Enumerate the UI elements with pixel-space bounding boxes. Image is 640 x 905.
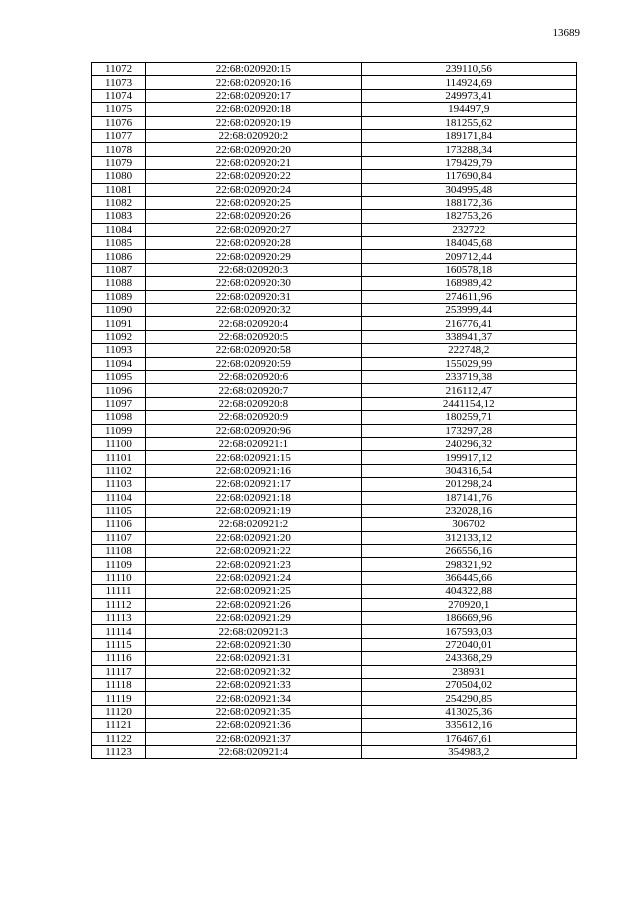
table-row (92, 625, 577, 638)
row-number-cell: 11090 (92, 304, 146, 317)
row-number-cell: 11073 (92, 76, 146, 89)
row-number-cell: 11110 (92, 571, 146, 584)
value-cell: 232028,16 (361, 504, 576, 517)
table-row (92, 719, 577, 732)
table-row (92, 558, 577, 571)
row-number-cell: 11101 (92, 451, 146, 464)
cadastral-number-cell: 22:68:020921:32 (146, 665, 361, 678)
cadastral-number-cell: 22:68:020920:19 (146, 116, 361, 129)
value-cell: 181255,62 (361, 116, 576, 129)
table-row (92, 424, 577, 437)
value-cell: 306702 (361, 518, 576, 531)
cadastral-number-cell: 22:68:020921:22 (146, 545, 361, 558)
cadastral-number-cell: 22:68:020921:34 (146, 692, 361, 705)
table-row (92, 290, 577, 303)
table-row (92, 678, 577, 691)
row-number-cell: 11098 (92, 411, 146, 424)
row-number-cell: 11114 (92, 625, 146, 638)
table-row (92, 183, 577, 196)
cadastral-number-cell: 22:68:020921:36 (146, 719, 361, 732)
cadastral-number-cell: 22:68:020920:17 (146, 89, 361, 102)
table-row (92, 518, 577, 531)
table-row (92, 531, 577, 544)
cadastral-number-cell: 22:68:020920:18 (146, 103, 361, 116)
table-row (92, 638, 577, 651)
value-cell: 173288,34 (361, 143, 576, 156)
value-cell: 179429,79 (361, 156, 576, 169)
value-cell: 304995,48 (361, 183, 576, 196)
table-row (92, 732, 577, 745)
table-row (92, 652, 577, 665)
value-cell: 272040,01 (361, 638, 576, 651)
row-number-cell: 11094 (92, 357, 146, 370)
row-number-cell: 11111 (92, 585, 146, 598)
value-cell: 2441154,12 (361, 397, 576, 410)
value-cell: 167593,03 (361, 625, 576, 638)
row-number-cell: 11122 (92, 732, 146, 745)
row-number-cell: 11104 (92, 491, 146, 504)
value-cell: 194497,9 (361, 103, 576, 116)
table-row (92, 598, 577, 611)
cadastral-number-cell: 22:68:020921:25 (146, 585, 361, 598)
cadastral-number-cell: 22:68:020920:58 (146, 344, 361, 357)
row-number-cell: 11113 (92, 612, 146, 625)
cadastral-number-cell: 22:68:020920:3 (146, 263, 361, 276)
table-row (92, 464, 577, 477)
value-cell: 222748,2 (361, 344, 576, 357)
cadastral-number-cell: 22:68:020921:16 (146, 464, 361, 477)
value-cell: 173297,28 (361, 424, 576, 437)
value-cell: 160578,18 (361, 263, 576, 276)
cadastral-number-cell: 22:68:020921:1 (146, 437, 361, 450)
value-cell: 312133,12 (361, 531, 576, 544)
table-row (92, 103, 577, 116)
table-row (92, 223, 577, 236)
value-cell: 188172,36 (361, 196, 576, 209)
cadastral-number-cell: 22:68:020921:3 (146, 625, 361, 638)
row-number-cell: 11120 (92, 705, 146, 718)
cadastral-number-cell: 22:68:020920:25 (146, 196, 361, 209)
table-row (92, 478, 577, 491)
table-row (92, 451, 577, 464)
table-row (92, 437, 577, 450)
table-row (92, 263, 577, 276)
row-number-cell: 11082 (92, 196, 146, 209)
value-cell: 254290,85 (361, 692, 576, 705)
table-row (92, 196, 577, 209)
row-number-cell: 11085 (92, 237, 146, 250)
value-cell: 240296,32 (361, 437, 576, 450)
table-row (92, 116, 577, 129)
table-row (92, 705, 577, 718)
row-number-cell: 11112 (92, 598, 146, 611)
value-cell: 155029,99 (361, 357, 576, 370)
cadastral-number-cell: 22:68:020920:24 (146, 183, 361, 196)
table-row (92, 170, 577, 183)
table-row (92, 317, 577, 330)
value-cell: 404322,88 (361, 585, 576, 598)
cadastral-number-cell: 22:68:020920:32 (146, 304, 361, 317)
cadastral-number-cell: 22:68:020921:33 (146, 678, 361, 691)
cadastral-number-cell: 22:68:020921:30 (146, 638, 361, 651)
value-cell: 366445,66 (361, 571, 576, 584)
value-cell: 117690,84 (361, 170, 576, 183)
cadastral-number-cell: 22:68:020920:29 (146, 250, 361, 263)
cadastral-number-cell: 22:68:020921:20 (146, 531, 361, 544)
value-cell: 270920,1 (361, 598, 576, 611)
value-cell: 180259,71 (361, 411, 576, 424)
row-number-cell: 11097 (92, 397, 146, 410)
row-number-cell: 11076 (92, 116, 146, 129)
cadastral-number-cell: 22:68:020921:18 (146, 491, 361, 504)
value-cell: 239110,56 (361, 63, 576, 76)
table-row (92, 692, 577, 705)
cadastral-number-cell: 22:68:020921:17 (146, 478, 361, 491)
value-cell: 187141,76 (361, 491, 576, 504)
row-number-cell: 11118 (92, 678, 146, 691)
row-number-cell: 11084 (92, 223, 146, 236)
cadastral-number-cell: 22:68:020920:6 (146, 370, 361, 383)
table-row (92, 397, 577, 410)
cadastral-number-cell: 22:68:020921:19 (146, 504, 361, 517)
row-number-cell: 11092 (92, 330, 146, 343)
value-cell: 199917,12 (361, 451, 576, 464)
table-row (92, 384, 577, 397)
cadastral-number-cell: 22:68:020920:59 (146, 357, 361, 370)
row-number-cell: 11088 (92, 277, 146, 290)
cadastral-number-cell: 22:68:020920:2 (146, 129, 361, 142)
table-row (92, 612, 577, 625)
row-number-cell: 11102 (92, 464, 146, 477)
row-number-cell: 11078 (92, 143, 146, 156)
cadastral-number-cell: 22:68:020920:28 (146, 237, 361, 250)
value-cell: 232722 (361, 223, 576, 236)
cadastral-number-cell: 22:68:020920:9 (146, 411, 361, 424)
data-table (91, 62, 577, 759)
cadastral-number-cell: 22:68:020921:24 (146, 571, 361, 584)
value-cell: 189171,84 (361, 129, 576, 142)
value-cell: 354983,2 (361, 745, 576, 758)
value-cell: 274611,96 (361, 290, 576, 303)
row-number-cell: 11074 (92, 89, 146, 102)
value-cell: 176467,61 (361, 732, 576, 745)
cadastral-number-cell: 22:68:020920:20 (146, 143, 361, 156)
cadastral-number-cell: 22:68:020920:4 (146, 317, 361, 330)
table-row (92, 237, 577, 250)
value-cell: 253999,44 (361, 304, 576, 317)
cadastral-number-cell: 22:68:020920:30 (146, 277, 361, 290)
value-cell: 182753,26 (361, 210, 576, 223)
table-row (92, 143, 577, 156)
row-number-cell: 11096 (92, 384, 146, 397)
table-row (92, 63, 577, 76)
row-number-cell: 11087 (92, 263, 146, 276)
row-number-cell: 11081 (92, 183, 146, 196)
value-cell: 201298,24 (361, 478, 576, 491)
value-cell: 266556,16 (361, 545, 576, 558)
table-row (92, 156, 577, 169)
row-number-cell: 11117 (92, 665, 146, 678)
value-cell: 114924,69 (361, 76, 576, 89)
row-number-cell: 11123 (92, 745, 146, 758)
row-number-cell: 11115 (92, 638, 146, 651)
cadastral-number-cell: 22:68:020920:5 (146, 330, 361, 343)
value-cell: 298321,92 (361, 558, 576, 571)
value-cell: 270504,02 (361, 678, 576, 691)
row-number-cell: 11086 (92, 250, 146, 263)
table-row (92, 504, 577, 517)
cadastral-number-cell: 22:68:020921:15 (146, 451, 361, 464)
cadastral-number-cell: 22:68:020920:31 (146, 290, 361, 303)
value-cell: 184045,68 (361, 237, 576, 250)
table-row (92, 545, 577, 558)
row-number-cell: 11075 (92, 103, 146, 116)
cadastral-number-cell: 22:68:020921:26 (146, 598, 361, 611)
cadastral-number-cell: 22:68:020921:2 (146, 518, 361, 531)
cadastral-number-cell: 22:68:020920:96 (146, 424, 361, 437)
table-row (92, 304, 577, 317)
value-cell: 216112,47 (361, 384, 576, 397)
table-row (92, 370, 577, 383)
row-number-cell: 11107 (92, 531, 146, 544)
table-row (92, 76, 577, 89)
table-row (92, 745, 577, 758)
table-row (92, 665, 577, 678)
cadastral-number-cell: 22:68:020920:21 (146, 156, 361, 169)
value-cell: 338941,37 (361, 330, 576, 343)
row-number-cell: 11072 (92, 63, 146, 76)
page-number: 13689 (552, 27, 580, 39)
row-number-cell: 11105 (92, 504, 146, 517)
value-cell: 216776,41 (361, 317, 576, 330)
table-row (92, 357, 577, 370)
cadastral-number-cell: 22:68:020921:35 (146, 705, 361, 718)
table-row (92, 277, 577, 290)
row-number-cell: 11077 (92, 129, 146, 142)
cadastral-number-cell: 22:68:020920:26 (146, 210, 361, 223)
value-cell: 233719,38 (361, 370, 576, 383)
cadastral-number-cell: 22:68:020920:7 (146, 384, 361, 397)
row-number-cell: 11103 (92, 478, 146, 491)
value-cell: 186669,96 (361, 612, 576, 625)
row-number-cell: 11099 (92, 424, 146, 437)
table-row (92, 344, 577, 357)
cadastral-number-cell: 22:68:020920:15 (146, 63, 361, 76)
cadastral-number-cell: 22:68:020921:37 (146, 732, 361, 745)
row-number-cell: 11108 (92, 545, 146, 558)
row-number-cell: 11079 (92, 156, 146, 169)
table-body (92, 63, 577, 759)
value-cell: 304316,54 (361, 464, 576, 477)
cadastral-number-cell: 22:68:020921:29 (146, 612, 361, 625)
row-number-cell: 11119 (92, 692, 146, 705)
table-row (92, 491, 577, 504)
value-cell: 209712,44 (361, 250, 576, 263)
cadastral-number-cell: 22:68:020920:16 (146, 76, 361, 89)
row-number-cell: 11121 (92, 719, 146, 732)
cadastral-number-cell: 22:68:020920:22 (146, 170, 361, 183)
table-row (92, 585, 577, 598)
value-cell: 238931 (361, 665, 576, 678)
cadastral-number-cell: 22:68:020921:31 (146, 652, 361, 665)
table-row (92, 250, 577, 263)
row-number-cell: 11089 (92, 290, 146, 303)
table-row (92, 411, 577, 424)
table-row (92, 210, 577, 223)
row-number-cell: 11116 (92, 652, 146, 665)
value-cell: 335612,16 (361, 719, 576, 732)
table-row (92, 330, 577, 343)
value-cell: 413025,36 (361, 705, 576, 718)
row-number-cell: 11109 (92, 558, 146, 571)
row-number-cell: 11106 (92, 518, 146, 531)
row-number-cell: 11091 (92, 317, 146, 330)
table-row (92, 129, 577, 142)
value-cell: 168989,42 (361, 277, 576, 290)
table-row (92, 89, 577, 102)
cadastral-number-cell: 22:68:020920:8 (146, 397, 361, 410)
cadastral-number-cell: 22:68:020921:23 (146, 558, 361, 571)
cadastral-number-cell: 22:68:020920:27 (146, 223, 361, 236)
row-number-cell: 11093 (92, 344, 146, 357)
cadastral-number-cell: 22:68:020921:4 (146, 745, 361, 758)
value-cell: 243368,29 (361, 652, 576, 665)
row-number-cell: 11080 (92, 170, 146, 183)
row-number-cell: 11083 (92, 210, 146, 223)
value-cell: 249973,41 (361, 89, 576, 102)
row-number-cell: 11100 (92, 437, 146, 450)
row-number-cell: 11095 (92, 370, 146, 383)
table-row (92, 571, 577, 584)
